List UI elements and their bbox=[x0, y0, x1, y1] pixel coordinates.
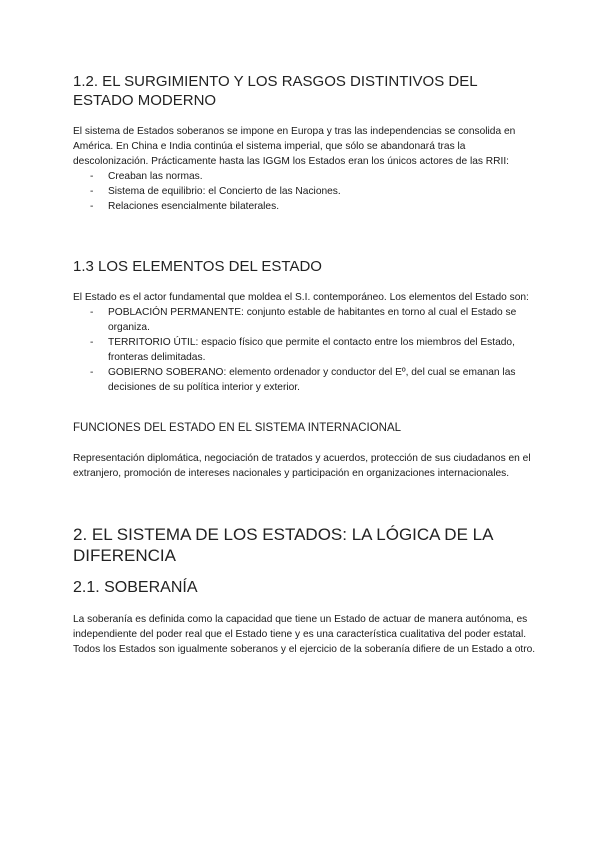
section-2-1-body bbox=[73, 612, 538, 657]
dash-marker: - bbox=[90, 186, 94, 197]
section-1-2 bbox=[73, 72, 533, 110]
dash-marker: - bbox=[90, 307, 94, 318]
list-item bbox=[73, 335, 538, 365]
list-item-text: TERRITORIO ÚTIL: espacio físico que permite el contacto entre los miembros del Estado, fronteras delimitadas. bbox=[108, 337, 515, 363]
bullet-list bbox=[73, 169, 538, 214]
list-item bbox=[73, 199, 538, 214]
list-item-text: GOBIERNO SOBERANO: elemento ordenador y conductor del Eº, del cual se emanan las decisiones de su política interior y exterior. bbox=[108, 367, 516, 393]
dash-marker: - bbox=[90, 201, 94, 212]
funciones-section bbox=[73, 421, 538, 436]
section-1-3 bbox=[73, 257, 538, 276]
subsection-heading: FUNCIONES DEL ESTADO EN EL SISTEMA INTERNACIONAL bbox=[73, 422, 402, 434]
list-item bbox=[73, 184, 538, 199]
dash-marker: - bbox=[90, 171, 94, 182]
list-item-text: Creaban las normas. bbox=[108, 171, 203, 182]
paragraph: El Estado es el actor fundamental que moldea el S.I. contemporáneo. Los elementos del Estado son: bbox=[73, 292, 529, 303]
dash-marker: - bbox=[90, 337, 94, 348]
list-item-text: Sistema de equilibrio: el Concierto de las Naciones. bbox=[108, 186, 341, 197]
section-2 bbox=[73, 524, 493, 566]
list-item-text: POBLACIÓN PERMANENTE: conjunto estable de habitantes en torno al cual el Estado se organiza. bbox=[108, 307, 517, 333]
list-item bbox=[73, 305, 538, 335]
list-item bbox=[73, 365, 538, 395]
paragraph: El sistema de Estados soberanos se impone en Europa y tras las independencias se consolida en América. En China e India continúa el sistema imperial, que sólo se abandonará tras la descolonización. Prácticamente hasta las IGGM los Estados eran los únicos actores de las RRII: bbox=[73, 126, 516, 167]
paragraph: La soberanía es definida como la capacidad que tiene un Estado de actuar de manera autónoma, es independiente del poder real que el Estado tiene y es una característica cualitativa del poder estatal. bbox=[73, 614, 528, 640]
section-2-1 bbox=[73, 578, 538, 597]
funciones-body bbox=[73, 451, 538, 481]
section-heading: 1.2. EL SURGIMIENTO Y LOS RASGOS DISTINTIVOS DEL ESTADO MODERNO bbox=[73, 73, 478, 109]
list-item-text: Relaciones esencialmente bilaterales. bbox=[108, 201, 280, 212]
section-1-2-body bbox=[73, 124, 538, 214]
chapter-heading: 2. EL SISTEMA DE LOS ESTADOS: LA LÓGICA DE LA DIFERENCIA bbox=[73, 525, 493, 565]
paragraph: Todos los Estados son igualmente soberanos y el ejercicio de la soberanía difiere de un Estado a otro. bbox=[73, 644, 536, 655]
section-heading: 2.1. SOBERANÍA bbox=[73, 579, 198, 596]
section-1-3-body bbox=[73, 290, 538, 395]
list-item bbox=[73, 169, 538, 184]
bullet-list bbox=[73, 305, 538, 395]
section-heading: 1.3 LOS ELEMENTOS DEL ESTADO bbox=[73, 258, 322, 275]
dash-marker: - bbox=[90, 367, 94, 378]
paragraph: Representación diplomática, negociación de tratados y acuerdos, protección de sus ciudadanos en el extranjero, promoción de intereses nacionales y participación en organizaciones internacionales. bbox=[73, 453, 531, 479]
